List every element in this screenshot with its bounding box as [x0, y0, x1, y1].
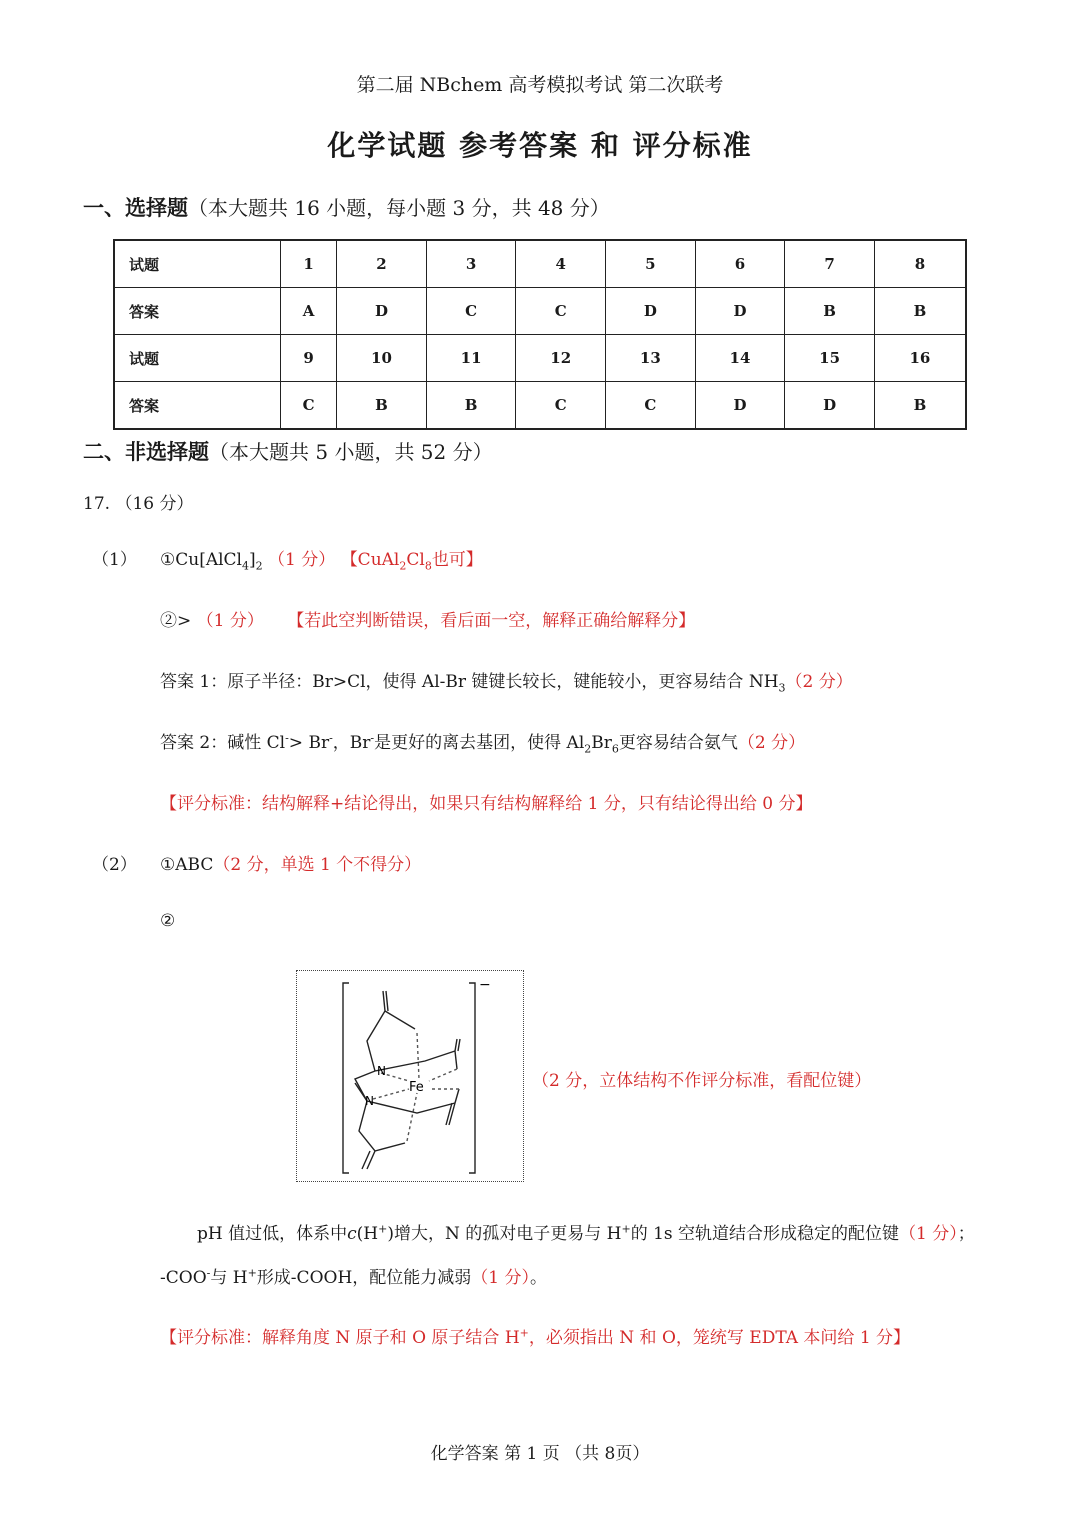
answer-text: 的 1s 空轨道结合形成稳定的配位键 — [630, 1224, 900, 1244]
subscript: 2 — [399, 559, 407, 573]
nitrogen-label-2: N — [365, 1094, 374, 1108]
score-note: （2 分） — [737, 733, 806, 753]
answer-text: pH 值过低，体系中 — [197, 1224, 348, 1244]
score-note: （2 分） — [785, 672, 853, 692]
exam-header: 第二届 NBchem 高考模拟考试 第二次联考 — [356, 74, 724, 96]
answer-text: -COO — [160, 1268, 207, 1288]
superscript: + — [247, 1266, 257, 1280]
row-label: 试题 — [114, 335, 281, 382]
subscript: 6 — [611, 742, 619, 756]
table-cell: D — [695, 288, 785, 335]
table-cell: B — [874, 288, 966, 335]
table-cell: 12 — [516, 335, 606, 382]
grading-criteria-1: 【评分标准：结构解释+结论得出，如果只有结构解释给 1 分，只有结论得出给 0 分】 — [160, 794, 813, 814]
table-cell: C — [516, 382, 606, 430]
score-note: （1 分） — [196, 611, 264, 631]
table-cell: B — [874, 382, 966, 430]
answer-text: > Br — [288, 733, 330, 753]
subscript: 2 — [584, 742, 592, 756]
table-cell: 13 — [606, 335, 696, 382]
alt-answer-note — [340, 550, 483, 573]
alt-text: 也可】 — [431, 550, 483, 570]
superscript: - — [329, 731, 333, 745]
table-cell: 1 — [281, 240, 337, 288]
table-cell: 4 — [516, 240, 606, 288]
answer-text: ②> — [160, 611, 192, 631]
coo-explanation — [160, 1263, 547, 1288]
table-cell: B — [337, 382, 427, 430]
table-cell: 16 — [874, 335, 966, 382]
answer-text: 是更好的离去基团，使得 Al — [374, 733, 585, 753]
answer-text: 答案 2：碱性 Cl — [160, 733, 286, 753]
score-note: （1 分） — [471, 1268, 530, 1288]
answer-text: 更容易结合氨气 — [618, 733, 738, 753]
charge-label: − — [479, 977, 491, 993]
question-score: （16 分） — [115, 494, 194, 514]
section1-title: 一、选择题 — [83, 195, 188, 220]
answer-text: Br — [591, 733, 612, 753]
part-1-answer-1 — [160, 545, 483, 572]
table-cell: 5 — [606, 240, 696, 288]
answer-text: ，Br — [332, 733, 371, 753]
answer-2-line — [160, 728, 805, 755]
ph-explanation — [197, 1219, 975, 1244]
table-cell: C — [516, 288, 606, 335]
answer-text: ①Cu[AlCl — [160, 550, 242, 570]
superscript: + — [378, 1222, 388, 1236]
page-title: 化学试题 参考答案 和 评分标准 — [327, 129, 753, 162]
answer-text: (H — [356, 1224, 379, 1244]
section2-heading — [83, 436, 493, 466]
subscript: 2 — [255, 559, 263, 573]
part-2-number: （2） — [92, 855, 137, 875]
question-17-header — [83, 489, 194, 514]
section2-note: （本大题共 5 小题，共 52 分） — [209, 440, 493, 464]
criteria-text: ，必须指出 N 和 O，笼统写 EDTA 本问给 1 分】 — [528, 1328, 911, 1348]
alt-text: 【CuAl — [340, 550, 400, 570]
answer-text: 答案 1：原子半径：Br>Cl，使得 Al-Br 键键长较长，键能较小，更容易结合 NH — [160, 672, 779, 692]
fe-edta-structure — [297, 971, 523, 1181]
table-cell: 8 — [874, 240, 966, 288]
table-cell: 7 — [785, 240, 875, 288]
table-cell: C — [426, 288, 516, 335]
table-row — [114, 335, 966, 382]
answer-text: c — [347, 1224, 357, 1244]
table-row — [114, 288, 966, 335]
iron-label: Fe — [409, 1080, 424, 1095]
answer-text: 形成-COOH，配位能力减弱 — [256, 1268, 472, 1288]
part-2-answer-1 — [160, 850, 421, 875]
superscript: + — [621, 1222, 631, 1236]
table-cell: 15 — [785, 335, 875, 382]
table-cell: C — [606, 382, 696, 430]
answer-text: ] — [249, 550, 256, 570]
table-cell: D — [337, 288, 427, 335]
criteria-text: 【评分标准：解释角度 N 原子和 O 原子结合 H — [160, 1328, 520, 1348]
section2-title: 二、非选择题 — [83, 439, 209, 464]
table-cell: B — [426, 382, 516, 430]
part-1-answer-2 — [160, 606, 695, 631]
subscript: 4 — [242, 559, 249, 573]
table-cell: D — [785, 382, 875, 430]
row-label: 答案 — [114, 288, 281, 335]
subscript: 8 — [424, 559, 432, 573]
table-cell: 2 — [337, 240, 427, 288]
table-cell: B — [785, 288, 875, 335]
table-cell: 10 — [337, 335, 427, 382]
superscript: - — [370, 731, 375, 745]
structure-score-note: （2 分，立体结构不作评分标准，看配位键） — [532, 1071, 872, 1091]
answer-table — [113, 239, 967, 430]
part-2-answer-2: ② — [160, 911, 176, 931]
superscript: - — [206, 1266, 211, 1280]
section1-note: （本大题共 16 小题，每小题 3 分，共 48 分） — [188, 196, 610, 220]
score-note: （1 分） — [899, 1224, 958, 1244]
superscript: + — [519, 1326, 529, 1340]
score-note: （2 分，单选 1 个不得分） — [213, 855, 422, 875]
row-label: 答案 — [114, 382, 281, 430]
nitrogen-label-1: N — [377, 1064, 386, 1078]
table-cell: D — [606, 288, 696, 335]
answer-1-line — [160, 667, 853, 694]
answer-text: 。 — [530, 1268, 547, 1288]
grading-criteria-2 — [160, 1323, 910, 1348]
table-row — [114, 382, 966, 430]
structure-box — [296, 970, 524, 1182]
table-cell: A — [281, 288, 337, 335]
table-cell: 14 — [695, 335, 785, 382]
answer-text: ； — [957, 1224, 975, 1244]
answer-text: ①ABC — [160, 855, 214, 875]
table-cell: 9 — [281, 335, 337, 382]
answer-text: 与 H — [210, 1268, 248, 1288]
superscript: - — [285, 731, 289, 745]
subscript: 3 — [778, 681, 786, 695]
table-cell: 3 — [426, 240, 516, 288]
table-cell: C — [281, 382, 337, 430]
page-footer: 化学答案 第 1 页 （共 8页） — [430, 1444, 650, 1464]
part-1-number: （1） — [92, 550, 137, 570]
score-note: （1 分） — [268, 550, 336, 570]
section1-heading — [83, 192, 610, 222]
grading-note: 【若此空判断错误，看后面一空，解释正确给解释分】 — [287, 611, 696, 631]
table-row — [114, 240, 966, 288]
question-number: 17. — [83, 494, 111, 514]
table-cell: D — [695, 382, 785, 430]
alt-text: Cl — [406, 550, 425, 570]
row-label: 试题 — [114, 240, 281, 288]
table-cell: 6 — [695, 240, 785, 288]
answer-text: )增大，N 的孤对电子更易与 H — [387, 1224, 622, 1244]
table-cell: 11 — [426, 335, 516, 382]
